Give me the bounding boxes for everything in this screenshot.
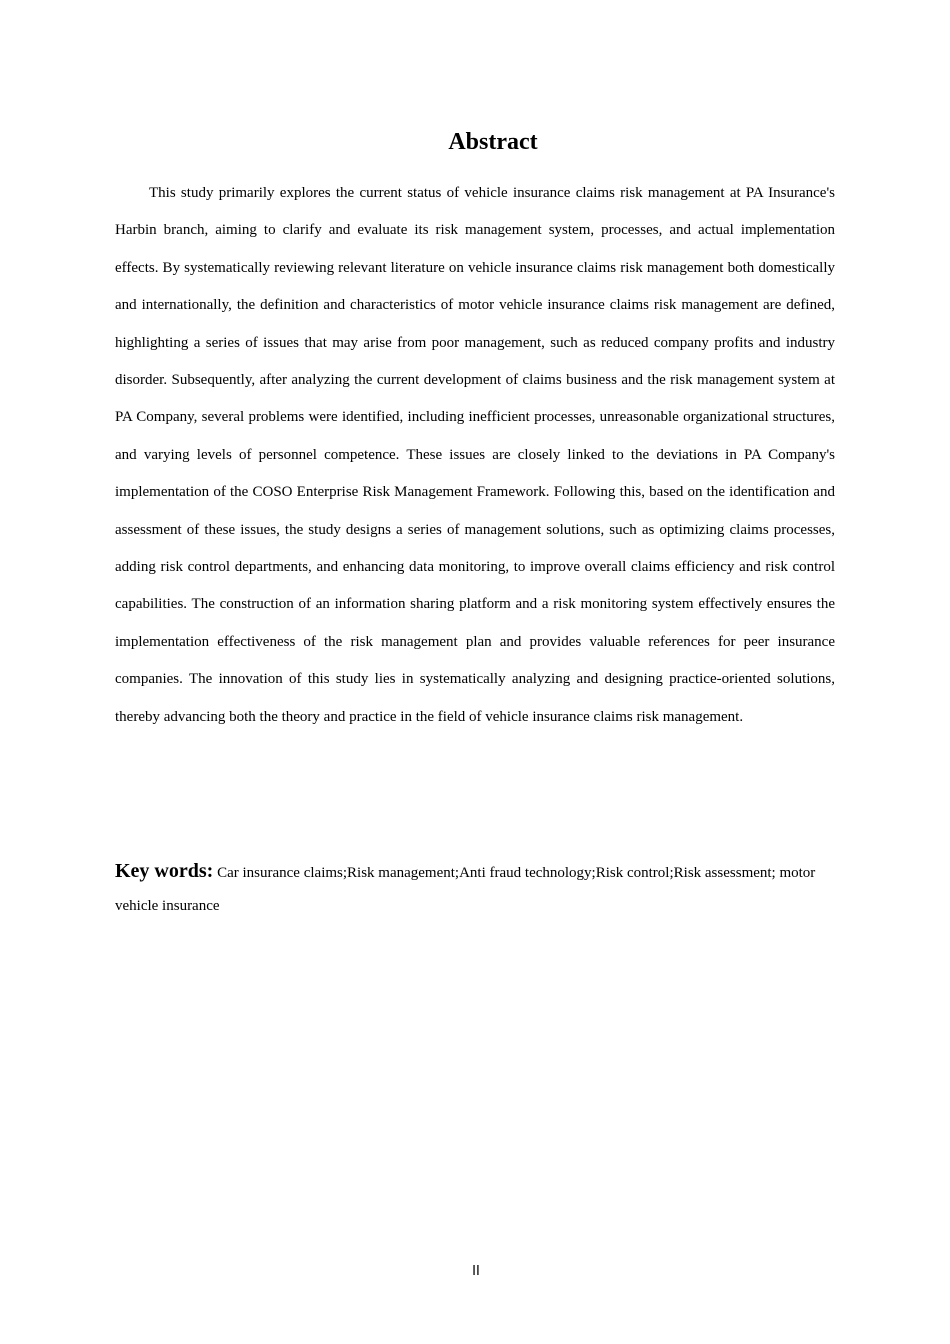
abstract-title: Abstract <box>448 129 538 155</box>
abstract-paragraph: This study primarily explores the current status of vehicle insurance claims risk management at PA Insurance's Harbin branch, aiming to clarify and evaluate its risk management system, processes, and actual implementation effects. By systematically reviewing relevant literature on vehicle insurance claims risk management both domestically and internationally, the definition and characteristics of motor vehicle insurance claims risk management are defined, highlighting a series of issues that may arise from poor management, such as reduced company profits and industry disorder. Subsequently, after analyzing the current development of claims business and the risk management system at PA Company, several problems were identified, including inefficient processes, unreasonable organizational structures, and varying levels of personnel competence. These issues are closely linked to the deviations in PA Company's implementation of the COSO Enterprise Risk Management Framework. Following this, based on the identification and assessment of these issues, the study designs a series of management solutions, such as optimizing claims processes, adding risk control departments, and enhancing data monitoring, to improve overall claims efficiency and risk control capabilities. The construction of an information sharing platform and a risk monitoring system effectively ensures the implementation effectiveness of the risk management plan and provides valuable references for peer insurance companies. The innovation of this study lies in systematically analyzing and designing practice-oriented solutions, thereby advancing both the theory and practice in the field of vehicle insurance claims risk management. <box>115 185 835 725</box>
keywords-section <box>115 855 841 923</box>
keywords-list: Car insurance claims;Risk management;Anti fraud technology;Risk control;Risk assessment; motor vehicle insurance <box>115 865 816 914</box>
page-number: II <box>472 1264 480 1279</box>
keywords-label: Key words: <box>115 860 214 882</box>
